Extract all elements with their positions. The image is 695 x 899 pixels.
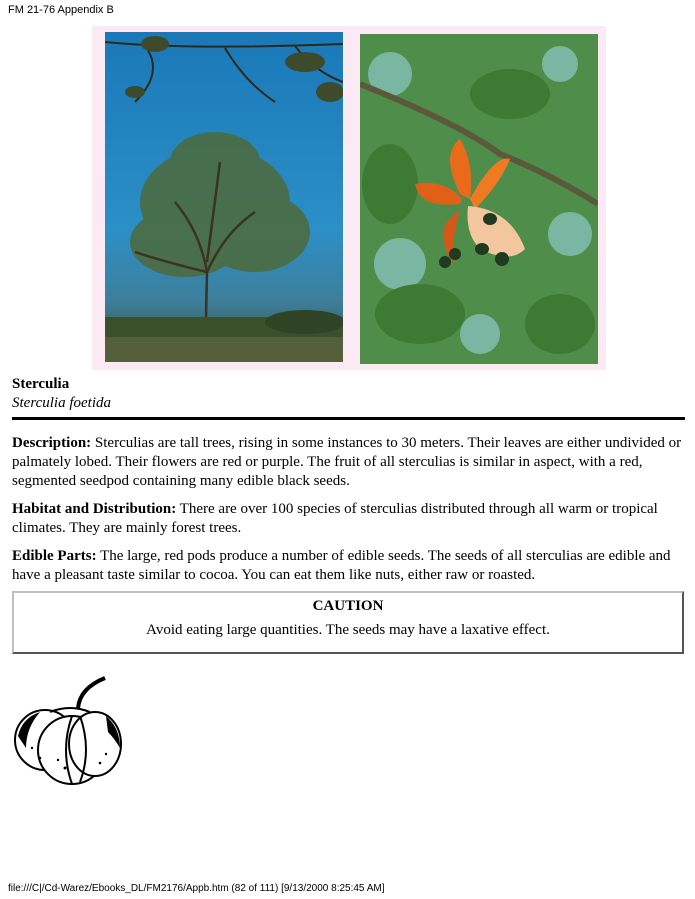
caution-box	[12, 591, 684, 654]
habitat-paragraph	[12, 500, 687, 538]
sterculia-seedpod-photo	[360, 34, 598, 364]
habitat-label: Habitat and Distribution:	[12, 501, 177, 517]
caution-title: CAUTION	[312, 598, 384, 614]
description-paragraph	[12, 434, 687, 491]
habitat-text: There are over 100 species of sterculias distributed through all warm or tropical climates. They are mainly forest trees.	[12, 501, 658, 536]
edible-parts-paragraph	[12, 547, 687, 585]
section-divider	[12, 417, 685, 420]
sterculia-seedpod-drawing	[10, 668, 128, 788]
plant-common-name: Sterculia	[12, 376, 70, 392]
description-text: Sterculias are tall trees, rising in some instances to 30 meters. Their leaves are either undivided or palmately lobed. Their flowers are red or purple. The fruit of all sterculias is similar in aspect, with a red, segmented seedpod containing many edible black seeds.	[12, 435, 682, 489]
page-header: FM 21-76 Appendix B	[8, 4, 114, 16]
photo-panel	[92, 26, 606, 370]
plant-latin-name: Sterculia foetida	[12, 395, 112, 411]
edible-parts-text: The large, red pods produce a number of edible seeds. The seeds of all sterculias are edible and have a pleasant taste similar to cocoa. You can eat them like nuts, either raw or roasted.	[12, 548, 671, 583]
sterculia-tree-photo	[105, 32, 343, 362]
edible-parts-label: Edible Parts:	[12, 548, 97, 564]
caution-text: Avoid eating large quantities. The seeds may have a laxative effect.	[146, 622, 550, 638]
page-footer: file:///C|/Cd-Warez/Ebooks_DL/FM2176/Appb.htm (82 of 111) [9/13/2000 8:25:45 AM]	[8, 883, 385, 894]
description-label: Description:	[12, 435, 92, 451]
